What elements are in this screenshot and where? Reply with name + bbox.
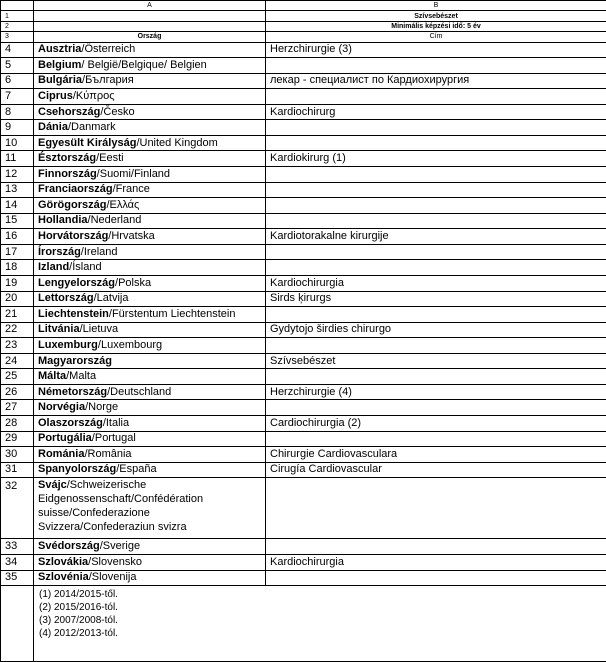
title-cell[interactable]: Herzchirurgie (4)	[266, 384, 606, 400]
country-name: Izland	[38, 261, 70, 274]
country-name: Liechtenstein	[38, 307, 109, 320]
row-number: 32	[1, 478, 34, 539]
native-name: /România	[84, 447, 132, 460]
country-cell[interactable]	[34, 353, 266, 369]
footnote: (3) 2007/2008-tól.	[39, 615, 118, 627]
column-header-b[interactable]: B	[266, 1, 606, 11]
table-row	[1, 447, 606, 463]
native-name: /Polska	[115, 276, 152, 289]
country-name: Svédország	[38, 540, 100, 553]
country-cell[interactable]	[34, 400, 266, 416]
country-cell[interactable]	[34, 291, 266, 307]
title-cell[interactable]	[266, 182, 606, 198]
title-cell[interactable]	[266, 400, 606, 416]
row-number: 35	[1, 570, 34, 586]
native-name-line: Svizzera/Confederaziun svizra	[38, 521, 187, 534]
row-number: 3	[1, 32, 34, 42]
title-cell[interactable]	[266, 58, 606, 74]
row-number: 11	[1, 151, 34, 167]
country-name: Lengyelország	[38, 276, 116, 289]
title-cell[interactable]: Chirurgie Cardiovasculara	[266, 447, 606, 463]
country-cell[interactable]	[34, 42, 266, 58]
table-row	[1, 338, 606, 354]
row-number: 12	[1, 167, 34, 183]
native-name: /Norge	[85, 401, 119, 414]
title-cell[interactable]	[266, 478, 606, 539]
native-name-line: suisse/Confederazione	[38, 507, 150, 520]
native-name: /Fürstentum Liechtenstein	[108, 307, 236, 320]
header-row-2	[1, 21, 606, 31]
country-cell[interactable]	[34, 539, 266, 555]
country-cell[interactable]	[34, 338, 266, 354]
country-cell[interactable]	[34, 182, 266, 198]
table-row	[1, 539, 606, 555]
title-cell[interactable]	[266, 89, 606, 105]
table-row	[1, 73, 606, 89]
row-number: 15	[1, 213, 34, 229]
title-column-header: Cím	[266, 32, 606, 42]
table-row	[1, 213, 606, 229]
title-cell[interactable]	[266, 213, 606, 229]
country-name: Franciaország	[38, 183, 113, 196]
corner-cell	[1, 1, 34, 11]
row-number: 2	[1, 21, 34, 31]
native-name: /Portugal	[91, 432, 136, 445]
table-row	[1, 198, 606, 214]
row-number: 29	[1, 431, 34, 447]
country-name: Lettország	[38, 292, 94, 305]
native-name: /United Kingdom	[136, 136, 218, 149]
country-cell[interactable]	[34, 369, 266, 385]
country-cell[interactable]	[34, 555, 266, 571]
title-cell[interactable]	[266, 570, 606, 586]
title-cell[interactable]	[266, 260, 606, 276]
title-cell[interactable]	[266, 244, 606, 260]
country-name: Csehország	[38, 105, 101, 118]
title-cell[interactable]: Kardiochirurgia	[266, 275, 606, 291]
country-name: Észtország	[38, 152, 97, 165]
table-row	[1, 555, 606, 571]
table-row	[1, 416, 606, 432]
table-row	[1, 182, 606, 198]
footnote: (1) 2014/2015-től.	[39, 589, 118, 601]
country-cell[interactable]	[34, 151, 266, 167]
title-cell[interactable]: Cardiochirurgia (2)	[266, 416, 606, 432]
table-row	[1, 400, 606, 416]
country-name: Ausztria	[38, 43, 82, 56]
native-name: /Slovensko	[88, 555, 142, 568]
table-row	[1, 570, 606, 586]
country-cell[interactable]	[34, 104, 266, 120]
native-name: /Luxembourg	[97, 338, 163, 351]
title-cell[interactable]: Sirds ķirurgs	[266, 291, 606, 307]
row-number: 19	[1, 275, 34, 291]
country-name: Horvátország	[38, 230, 109, 243]
row-number: 23	[1, 338, 34, 354]
row-number: 22	[1, 322, 34, 338]
country-cell[interactable]	[34, 167, 266, 183]
title-cell[interactable]	[266, 369, 606, 385]
title-cell[interactable]: Kardiokirurg (1)	[266, 151, 606, 167]
country-cell[interactable]	[34, 416, 266, 432]
country-cell[interactable]	[34, 431, 266, 447]
table-row	[1, 478, 606, 539]
header-row-1	[1, 11, 606, 21]
country-name: Litvánia	[38, 323, 80, 336]
footnote: (4) 2012/2013-tól.	[39, 628, 118, 640]
row-number: 17	[1, 244, 34, 260]
country-cell[interactable]	[34, 447, 266, 463]
title-cell[interactable]	[266, 431, 606, 447]
native-name: /Italia	[102, 416, 130, 429]
country-name: Svájc	[38, 479, 67, 492]
table-row	[1, 229, 606, 245]
column-header-a[interactable]: A	[34, 1, 266, 11]
table-row	[1, 260, 606, 276]
row-number: 13	[1, 182, 34, 198]
title-cell[interactable]	[266, 167, 606, 183]
title-cell[interactable]: Cirugía Cardiovascular	[266, 462, 606, 478]
table-row	[1, 58, 606, 74]
footnotes-cell	[34, 586, 606, 662]
row-number: 7	[1, 89, 34, 105]
country-name: Finnország	[38, 167, 97, 180]
country-name: Írország	[38, 245, 81, 258]
row-number: 25	[1, 369, 34, 385]
country-cell[interactable]	[34, 570, 266, 586]
country-name: Görögország	[38, 198, 107, 211]
header-cell-a2	[34, 21, 266, 31]
header-cell-a1	[34, 11, 266, 21]
title-cell[interactable]	[266, 135, 606, 151]
table-row	[1, 167, 606, 183]
row-number: 8	[1, 104, 34, 120]
row-number: 20	[1, 291, 34, 307]
row-number: 24	[1, 353, 34, 369]
row-number: 18	[1, 260, 34, 276]
footnotes-row	[1, 586, 606, 662]
row-number: 5	[1, 58, 34, 74]
country-name: Portugália	[38, 432, 92, 445]
table-row	[1, 291, 606, 307]
row-number: 4	[1, 42, 34, 58]
table-row	[1, 244, 606, 260]
row-number: 27	[1, 400, 34, 416]
country-name: Norvégia	[38, 401, 86, 414]
country-cell[interactable]	[34, 198, 266, 214]
native-name: /Lietuva	[79, 323, 119, 336]
country-cell[interactable]	[34, 478, 266, 539]
native-name: /Slovenija	[88, 571, 137, 584]
row-number: 34	[1, 555, 34, 571]
native-name-line: Eidgenossenschaft/Confédération	[38, 493, 204, 506]
country-name: Bulgária	[38, 74, 83, 87]
title-cell[interactable]	[266, 539, 606, 555]
country-cell[interactable]	[34, 229, 266, 245]
native-name: /България	[82, 74, 134, 87]
row-number: 31	[1, 462, 34, 478]
country-cell[interactable]	[34, 462, 266, 478]
footnotes-list	[38, 586, 602, 640]
title-cell[interactable]: Szívsebészet	[266, 353, 606, 369]
table-row	[1, 135, 606, 151]
row-number: 21	[1, 307, 34, 323]
country-cell[interactable]	[34, 260, 266, 276]
native-name: /Österreich	[81, 43, 136, 56]
training-duration: Minimális képzési idő: 5 év	[266, 21, 606, 31]
country-name: Németország	[38, 385, 108, 398]
table-row	[1, 462, 606, 478]
footnote: (2) 2015/2016-tól.	[39, 602, 118, 614]
title-cell[interactable]: лекар - специалист по Кардиохирургия	[266, 73, 606, 89]
row-number: 33	[1, 539, 34, 555]
table-row	[1, 89, 606, 105]
table-row	[1, 353, 606, 369]
native-name: /Eesti	[96, 152, 124, 165]
native-name: /Sverige	[99, 540, 141, 553]
row-number: 16	[1, 229, 34, 245]
title-cell[interactable]	[266, 198, 606, 214]
title-cell[interactable]	[266, 338, 606, 354]
native-name: /Latvija	[93, 292, 129, 305]
country-name: Egyesült Királyság	[38, 136, 137, 149]
country-name: Spanyolország	[38, 463, 117, 476]
country-cell[interactable]	[34, 275, 266, 291]
title-cell[interactable]: Herzchirurgie (3)	[266, 42, 606, 58]
native-name: /Suomi/Finland	[96, 167, 171, 180]
title-cell[interactable]: Kardiochirurg	[266, 104, 606, 120]
table-row	[1, 307, 606, 323]
table-row	[1, 431, 606, 447]
table-row	[1, 275, 606, 291]
title-cell[interactable]: Kardiotorakalne kirurgije	[266, 229, 606, 245]
title-cell[interactable]	[266, 307, 606, 323]
row-number: 1	[1, 11, 34, 21]
native-name: /Ísland	[69, 261, 102, 274]
country-cell[interactable]	[34, 322, 266, 338]
native-name: /Κύπρος	[72, 89, 115, 102]
country-name: Belgium	[38, 58, 82, 71]
country-cell[interactable]	[34, 89, 266, 105]
row-number: 28	[1, 416, 34, 432]
country-cell[interactable]	[34, 120, 266, 136]
country-name: Luxemburg	[38, 338, 98, 351]
title-cell[interactable]: Kardiochirurgia	[266, 555, 606, 571]
row-number: 10	[1, 135, 34, 151]
country-cell[interactable]	[34, 384, 266, 400]
country-name: Dánia	[38, 121, 68, 134]
country-name: Málta	[38, 370, 67, 383]
country-cell[interactable]	[34, 244, 266, 260]
country-cell[interactable]	[34, 58, 266, 74]
row-number: 6	[1, 73, 34, 89]
specialty-title: Szívsebészet	[266, 11, 606, 21]
title-cell[interactable]: Gydytojo širdies chirurgo	[266, 322, 606, 338]
country-cell[interactable]	[34, 135, 266, 151]
row-number: 26	[1, 384, 34, 400]
table-row	[1, 104, 606, 120]
native-name: / België/Belgique/ Belgien	[81, 58, 207, 71]
country-name: Szlovákia	[38, 555, 89, 568]
native-name: /Hrvatska	[108, 230, 155, 243]
country-name: Hollandia	[38, 214, 88, 227]
native-name: /Danmark	[67, 121, 116, 134]
country-name: Szlovénia	[38, 571, 89, 584]
title-cell[interactable]	[266, 120, 606, 136]
native-name: /Deutschland	[107, 385, 172, 398]
row-number: 9	[1, 120, 34, 136]
country-cell[interactable]	[34, 213, 266, 229]
table-row	[1, 384, 606, 400]
country-cell[interactable]	[34, 73, 266, 89]
native-name: /Nederland	[87, 214, 142, 227]
country-name: Románia	[38, 447, 85, 460]
country-name: Magyarország	[38, 354, 112, 367]
native-name: /France	[112, 183, 150, 196]
table-row	[1, 369, 606, 385]
country-name: Olaszország	[38, 416, 103, 429]
table-row	[1, 120, 606, 136]
table-row	[1, 151, 606, 167]
row-number: 14	[1, 198, 34, 214]
country-name: Ciprus	[38, 89, 73, 102]
native-name: /Česko	[100, 105, 135, 118]
native-name: /Ireland	[80, 245, 118, 258]
column-letter-row	[1, 1, 606, 11]
row-number: 30	[1, 447, 34, 463]
native-name-line: /Schweizerische	[66, 479, 147, 492]
country-cell[interactable]	[34, 307, 266, 323]
country-column-header: Ország	[34, 32, 266, 42]
row-number-empty	[1, 586, 34, 662]
table-row	[1, 42, 606, 58]
native-name: /Malta	[66, 370, 97, 383]
header-row-3	[1, 32, 606, 42]
table-row	[1, 322, 606, 338]
native-name: /Ελλάς	[106, 198, 140, 211]
native-name: /España	[116, 463, 157, 476]
